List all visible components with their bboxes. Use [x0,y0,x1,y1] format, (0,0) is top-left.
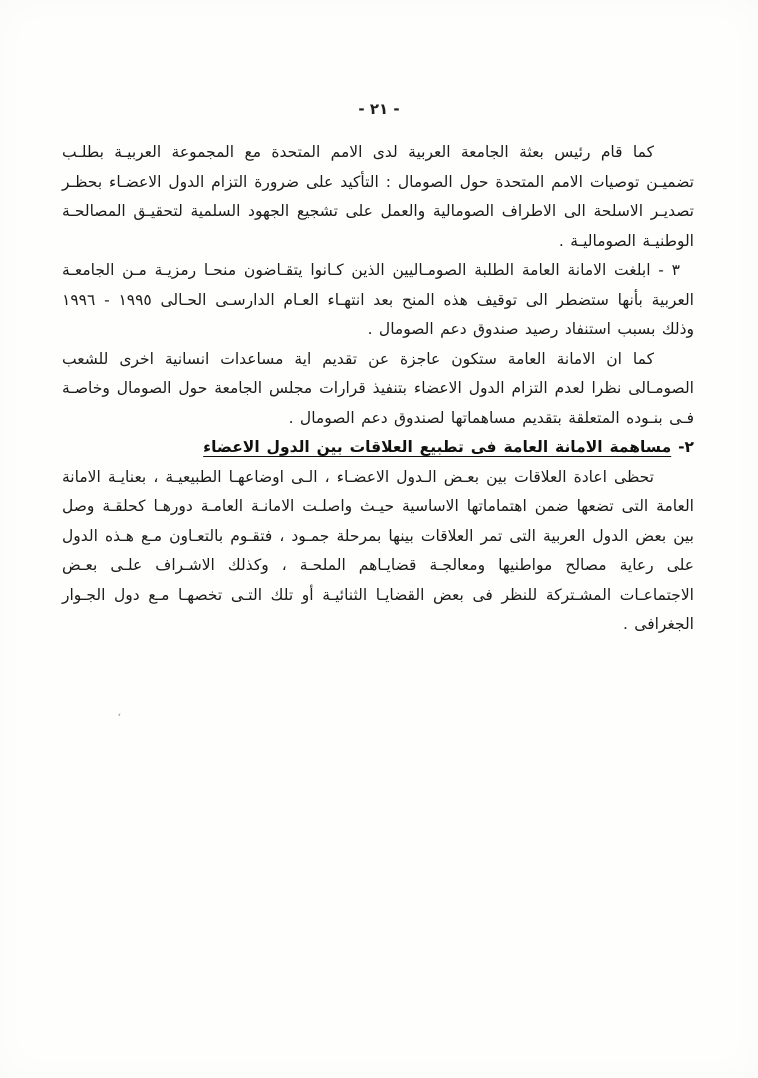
section-heading-number: ٢- [678,438,694,456]
document-body [62,138,694,640]
paragraph-un-mission: كما قام رئيس بعثة الجامعة العربية لدى الامم المتحدة مع المجموعة العربيـة بطلـب تضميـن توصيات الامم المتحدة حول الصومال : التأكيد على ضرورة التزام الدول الاعضـاء بحظـر تصديـر الاسلحة الى الاطراف الصومالية والعمل على تشجيع الجهود السلمية لتحقيـق المصالحـة الوطنيـة الصوماليـة . [62,143,694,250]
page-number: - ٢١ - [358,100,400,118]
paragraph-relations-normalization: تحظى اعادة العلاقات بين بعـض الـدول الاعضـاء ، الـى اوضاعهـا الطبيعيـة ، بعنايـة الامانة العامة التى تضعها ضمن اهتماماتها الاساسية حيـث واصلـت الامانـة العامـة دورهـا كحلقـة وصل بين بعض الدول العربية التى تمر العلاقات بينها بمرحلة جمـود ، فتقـوم بالتعـاون مـع هـذه الدول على رعاية مصالح مواطنيها ومعالجـة قضايـاهم الملحـة ، وكذلك الاشـراف علـى بعـض الاجتماعـات المشـتركة للنظر فى بعض القضايـا الثنائيـة أو تلك التـى تخصهـا مـع دول الجـوار الجغرافى . [62,467,694,633]
scan-artifact-mark: ، [116,705,123,720]
paragraph-humanitarian-aid: كما ان الامانة العامة ستكون عاجزة عن تقديم اية مساعدات انسانية اخرى للشعب الصومـالى نظرا لعدم التزام الدول الاعضاء بتنفيذ قرارات مجلس الجامعة حول الصومال وخاصـة فـى بنـوده المتعلقة بتقديم مساهماتها لصندوق دعم الصومال . [62,349,694,427]
section-heading [62,433,694,463]
section-heading-title: مساهمة الامانة العامة فى تطبيع العلاقات بين الدول الاعضاء [203,438,672,456]
paragraph-students-grants: ٣ - ابلغت الامانة العامة الطلبة الصومـاليين الذين كـانوا يتقـاضون منحـا رمزيـة مـن الجامعـة العربية بأنها ستضطر الى توقيف هذه المنح بعد انتهـاء العـام الدارسـى الحـالى ١٩٩٥ - ١٩٩٦ وذلك بسبب استنفاد رصيد صندوق دعم الصومال . [62,261,694,338]
